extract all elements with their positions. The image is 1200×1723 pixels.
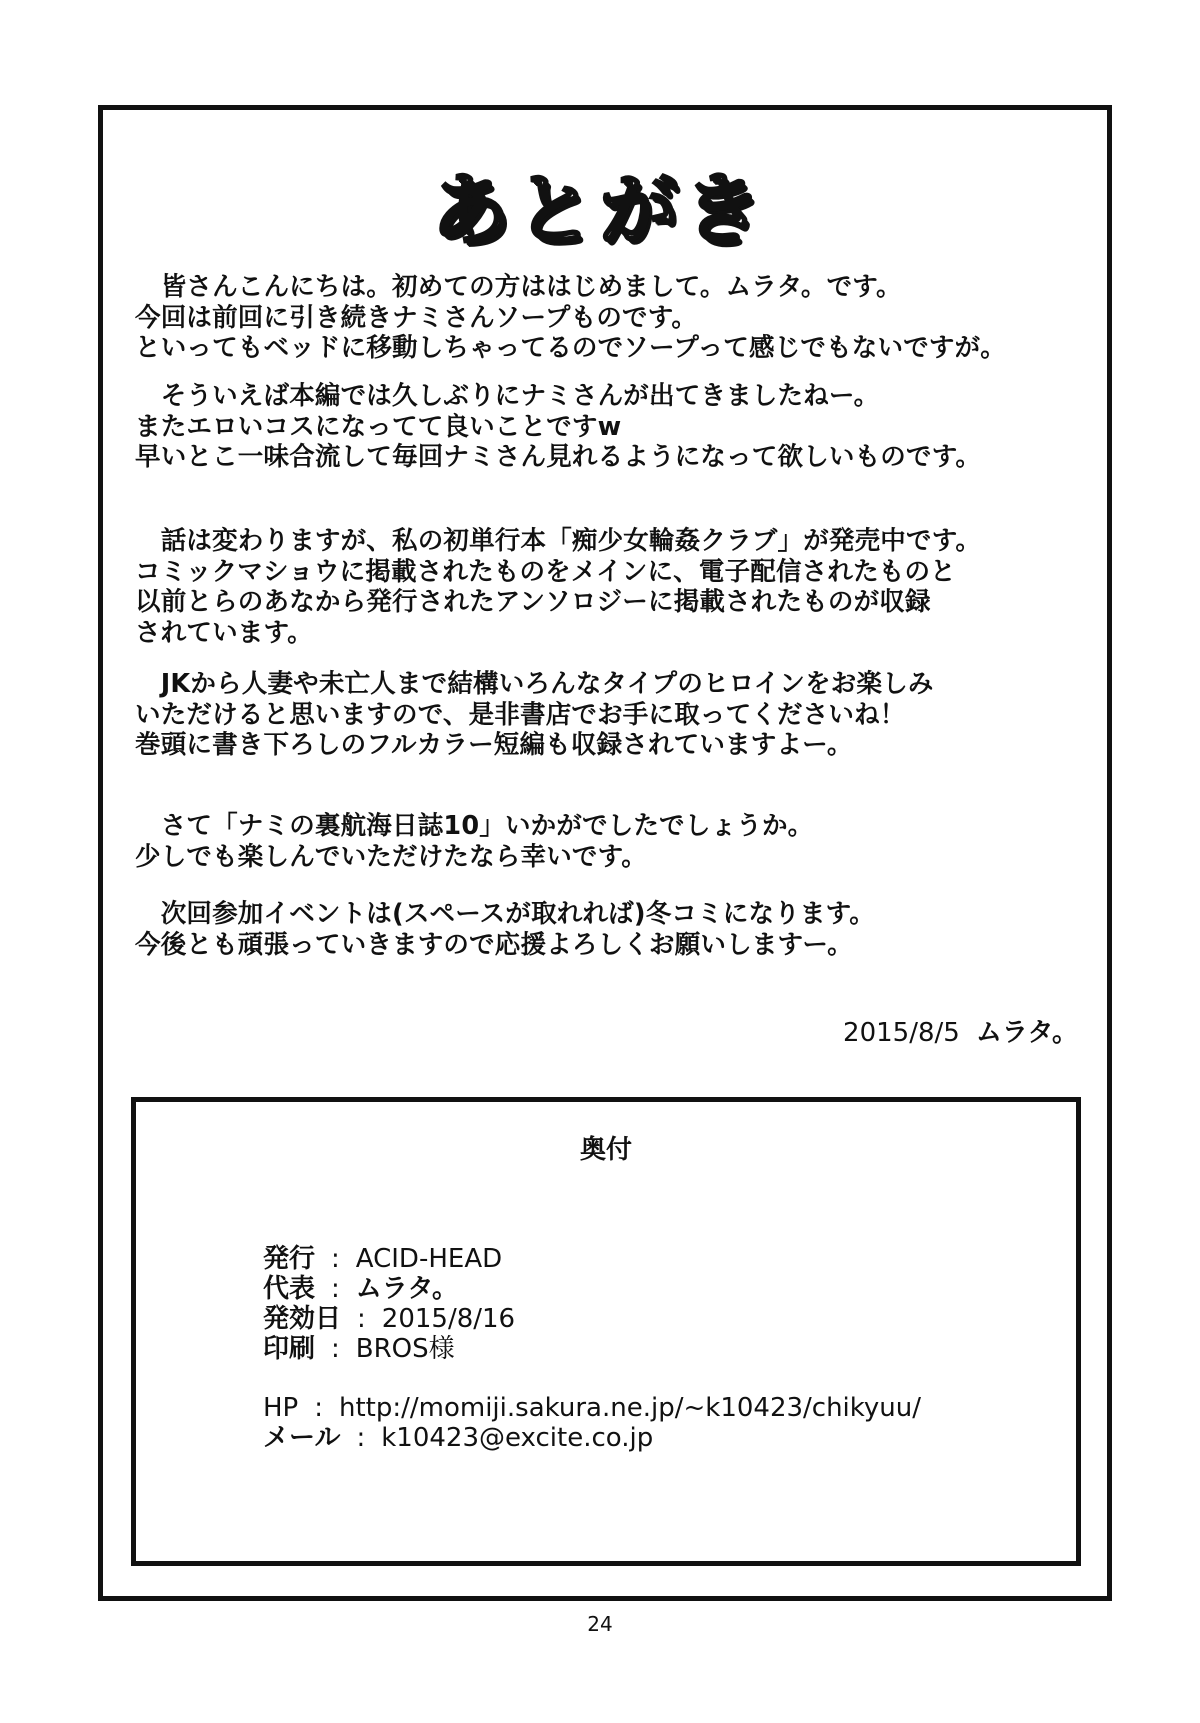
afterword-paragraph-2: そういえば本編では久しぶりにナミさんが出てきましたねー。 またエロいコスになってて良いことですw 早いとこ一味合流して毎回ナミさん見れるようになって欲しいものです。 <box>135 381 982 472</box>
afterword-paragraph-6: 次回参加イベントは(スペースが取れれば)冬コミになります。 今後とも頑張っていきますので応援よろしくお願いしますー。 <box>135 899 875 960</box>
separator: : <box>314 1393 323 1423</box>
mail-label: メール <box>263 1423 341 1453</box>
separator: : <box>331 1244 340 1274</box>
hp-label: HP <box>263 1393 299 1423</box>
colophon-title: 奥付 <box>579 1135 632 1165</box>
mail-link[interactable]: k10423@excite.co.jp <box>381 1423 654 1453</box>
signature-name: ムラタ。 <box>975 1018 1078 1048</box>
colophon-row-representative <box>263 1274 458 1304</box>
printing-value: BROS様 <box>355 1334 455 1364</box>
colophon-box <box>131 1097 1081 1566</box>
colophon-row-printing <box>263 1334 455 1364</box>
colophon-row-issue-date <box>263 1304 515 1334</box>
signature <box>843 1012 1078 1049</box>
issue-date-label: 発効日 <box>263 1304 342 1334</box>
signature-date: 2015/8/5 <box>843 1018 960 1048</box>
afterword-paragraph-1: 皆さんこんにちは。初めての方ははじめまして。ムラタ。です。 今回は前回に引き続きナミさんソープものです。 といってもベッドに移動しちゃってるのでソープって感じでもないですが。 <box>135 272 1006 363</box>
colophon-row-mail <box>263 1423 653 1453</box>
representative-label: 代表 <box>263 1274 316 1304</box>
separator: : <box>356 1423 366 1453</box>
separator: : <box>357 1304 366 1334</box>
issue-date-value: 2015/8/16 <box>381 1304 516 1334</box>
afterword-paragraph-4: JKから人妻や未亡人まで結構いろんなタイプのヒロインをお楽しみ いただけると思いますので、是非書店でお手に取ってくださいね！ 巻頭に書き下ろしのフルカラー短編も収録されていますよー。 <box>135 669 934 760</box>
page-number: 24 <box>587 1612 613 1636</box>
colophon-row-hp <box>263 1393 921 1423</box>
publisher-value: ACID-HEAD <box>355 1244 503 1274</box>
representative-value: ムラタ。 <box>355 1274 458 1304</box>
afterword-title: あとがき <box>431 166 768 256</box>
separator: : <box>331 1274 340 1304</box>
publisher-label: 発行 <box>263 1244 316 1274</box>
printing-label: 印刷 <box>263 1334 316 1364</box>
colophon-row-publisher <box>263 1244 502 1274</box>
separator: : <box>331 1334 340 1364</box>
afterword-paragraph-5: さて「ナミの裏航海日誌10」いかがでしたでしょうか。 少しでも楽しんでいただけたなら幸いです。 <box>135 811 814 872</box>
hp-link[interactable]: http://momiji.sakura.ne.jp/~k10423/chikyuu/ <box>339 1393 922 1423</box>
afterword-paragraph-3: 話は変わりますが、私の初単行本「痴少女輪姦クラブ」が発売中です。 コミックマショウに掲載されたものをメインに、電子配信されたものと 以前とらのあなから発行されたアンソロジーに掲載されたものが収録 されています。 <box>135 526 982 648</box>
